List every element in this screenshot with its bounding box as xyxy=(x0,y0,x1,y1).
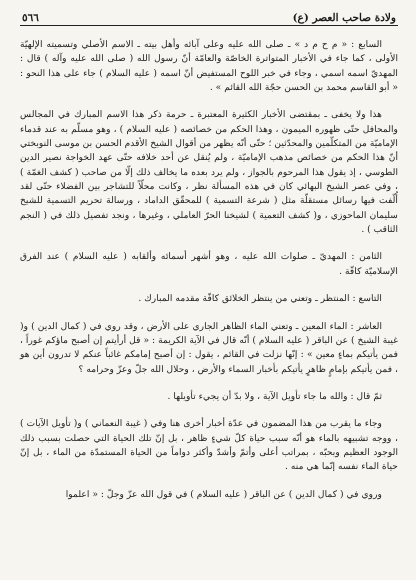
paragraph-then-said: ثمّ قال : والله ما جاء تأويل الآية ، ولا بدّ أن يجيء تأويلها . xyxy=(167,390,382,402)
paragraph-seventh-name: السابع : « م ح م د » ـ صلى الله عليه وعلى آبائه وأهل بيته ـ الاسم الأصلي وتسميته الإلهيّة الأولى ، كما جاء في الأخبار المتواترة الخاصّة والعامّة أنّ رسول الله ( صلى الله عليه وآله ) قال : المهديّ اسمه اسمي ، وجاء في خبر اللوح المستفيض أنّ اسمه ( عليه السلام ) جاء على هذا النحو : « أبو القاسم محمد بن الحسن حجّة الله القائم » . xyxy=(20,39,398,94)
running-header xyxy=(20,6,398,26)
paragraph-eighth-name: الثامن : المهديّ ـ صلوات الله عليه ، وهو أشهر أسمائه وألقابه ( عليه السلام ) عند الفرق الإسلاميّة كافّة . xyxy=(20,251,398,277)
paragraph-final: وروي في ( كمال الدين ) عن الباقر ( عليه السلام ) في قول الله عزّ وجلّ : « اعلموا xyxy=(65,488,382,500)
paragraph-tenth-name: العاشر : الماء المعين ـ وتعني الماء الظاهر الجاري على الأرض ، وقد روي في ( كمال الدين ) و( غيبة الشيخ ) عن الباقر ( عليه السلام ) أنّه قال في الآية الكريمة : « قل أرأيتم إن أصبح ماؤكم غوراً ، فمن يأتيكم بماءٍ معين » : إنّها نزلت في القائم ، يقول : إن أصبح إمامكم غائباً عنكم لا تدرون أين هو ، فمن يأتيكم بإمامٍ ظاهرٍ يأتيكم بأخبار السماء والأرض ، وحلال الله جلّ وعزّ وحرامه ؟ xyxy=(20,320,398,375)
page-number: ٥٦٦ xyxy=(22,12,39,24)
paragraph-water-simile: وجاء ما يقرب من هذا المضمون في عدّة أخبار أخرى هنا وفي ( غيبة النعماني ) و( تأويل الآيات ) ، ووجه تشبيهه بالماء هو أنّه سبب حياة كلّ شيءٍ ظاهر ، بل إنّ تلك الحياة التي حصلت بسبب ذلك الوجود العظيم وبحبّه ، بمراتب أعلى وأتمّ وأشدّ وأكثر دواماً من الحياة المستمدّة من الماء ، بل إنّ حياة الماء نفسه إنّما هي منه . xyxy=(20,418,398,473)
header-title: ولادة صاحب العصر (ع) xyxy=(292,12,396,24)
paragraph-ninth-name: التاسع : المنتظر ـ وتعني من ينتظر الخلائق كافّة مقدمه المبارك . xyxy=(138,293,382,305)
paragraph-naming-prohibition: هذا ولا يخفى ـ بمقتضى الأخبار الكثيرة المعتبرة ـ حرمة ذكر هذا الاسم المبارك في المجالس والمحافل حتّى ظهوره الميمون ، وهذا الحكم من خصائصه ( عليه السلام ) ، وهو مسلّم به عند قدماء الإماميّة من المتكلّمين والمحدّثين ؛ حتّى أنّه يظهر من أقوال الشيخ الأقدم الحسن بن موسى النوبختي أنّ هذا الحكم من خصائص مذهب الإماميّة ، ولم يُنقل عن أحد خلافه حتّى عهد الخواجة نصير الدين الطوسي ، إذ يقول هذا المرحوم بالجواز ، ولم يرد بعده ما يخالف ذلك إلّا من صاحب ( كشف الغمّة ) ، وفي عصر الشيخ البهائي كان في هذه المسألة نظر ، وكانت محلّاً للتشاجر بين الفضلاء حتّى لقد أُلّفت فيها رسائل مستقلّة مثل ( شرعة التسمية ) للمحقّق الداماد ، ورسالة تحريم التسمية للشيخ سليمان الماحوزي ، و( كشف التعمية ) لشيخنا الحرّ العاملي ، وغيرها ، ونجد تفصيل ذلك في ( النجم الثاقب ) . xyxy=(20,109,398,236)
body-text xyxy=(20,38,398,502)
